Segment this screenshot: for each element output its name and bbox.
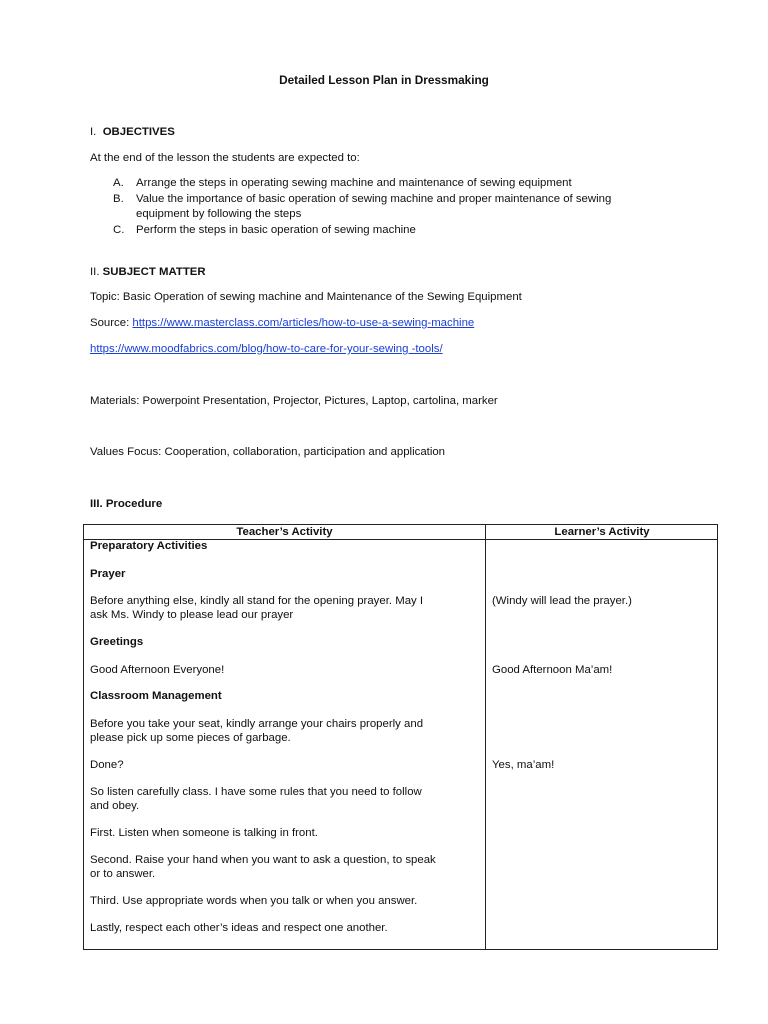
- source-link-masterclass[interactable]: https://www.masterclass.com/articles/how-to-use-a-sewing-machine: [132, 317, 475, 329]
- rule-first: First. Listen when someone is talking in front.: [90, 827, 318, 839]
- rules-intro-line: So listen carefully class. I have some rules that you need to follow: [90, 786, 422, 798]
- objective-letter: B.: [113, 193, 124, 205]
- procedure-table-header: [84, 525, 717, 540]
- objective-letter: A.: [113, 177, 124, 189]
- column-header-learner: Learner’s Activity: [554, 526, 650, 538]
- rules-intro-line: and obey.: [90, 800, 140, 812]
- prayer-heading: Prayer: [90, 568, 126, 580]
- greetings-text: Good Afternoon Everyone!: [90, 664, 225, 676]
- rule-second-line: Second. Raise your hand when you want to ask a question, to speak: [90, 854, 436, 866]
- learner-prayer-response: (Windy will lead the prayer.): [492, 595, 632, 607]
- source-line-2: [90, 343, 443, 357]
- rule-second-line: or to answer.: [90, 868, 156, 880]
- document-title: Detailed Lesson Plan in Dressmaking: [279, 73, 489, 87]
- rule-third: Third. Use appropriate words when you talk or when you answer.: [90, 895, 418, 907]
- objectives-intro: At the end of the lesson the students are expected to:: [90, 152, 360, 164]
- source-label: Source:: [90, 317, 133, 329]
- objective-text: Arrange the steps in operating sewing machine and maintenance of sewing equipment: [136, 177, 572, 189]
- procedure-table: [83, 524, 718, 950]
- subject-matter-heading-text: SUBJECT MATTER: [102, 266, 206, 278]
- subject-matter-heading-number: II.: [90, 266, 100, 278]
- column-divider: [485, 525, 486, 949]
- objective-text-continued: equipment by following the steps: [136, 208, 302, 220]
- column-header-teacher: Teacher’s Activity: [236, 526, 333, 538]
- done-question: Done?: [90, 759, 124, 771]
- prayer-instruction-line: Before anything else, kindly all stand for the opening prayer. May I: [90, 595, 424, 607]
- prayer-instruction-line: ask Ms. Windy to please lead our prayer: [90, 609, 294, 621]
- materials-line: Materials: Powerpoint Presentation, Projector, Pictures, Laptop, cartolina, marker: [90, 395, 498, 407]
- procedure-heading: III. Procedure: [90, 498, 163, 510]
- objective-text: Value the importance of basic operation of sewing machine and proper maintenance of sewing: [136, 193, 612, 205]
- objectives-heading-number: I.: [90, 126, 97, 138]
- preparatory-activities-heading: Preparatory Activities: [90, 540, 208, 552]
- greetings-heading: Greetings: [90, 636, 144, 648]
- objective-letter: C.: [113, 224, 125, 236]
- learner-greetings-response: Good Afternoon Ma’am!: [492, 664, 613, 676]
- classroom-instruction-line: Before you take your seat, kindly arrange your chairs properly and: [90, 718, 424, 730]
- classroom-management-heading: Classroom Management: [90, 690, 222, 702]
- objectives-heading: [90, 126, 175, 140]
- source-link-moodfabrics[interactable]: https://www.moodfabrics.com/blog/how-to-care-for-your-sewing -tools/: [90, 343, 443, 355]
- classroom-instruction-line: please pick up some pieces of garbage.: [90, 732, 291, 744]
- objective-text: Perform the steps in basic operation of sewing machine: [136, 224, 416, 236]
- values-focus-line: Values Focus: Cooperation, collaboration, participation and application: [90, 446, 446, 458]
- learner-done-response: Yes, ma’am!: [492, 759, 555, 771]
- rule-lastly: Lastly, respect each other’s ideas and respect one another.: [90, 922, 388, 934]
- objectives-heading-text: OBJECTIVES: [102, 126, 175, 138]
- subject-matter-heading: [90, 266, 206, 280]
- topic-line: Topic: Basic Operation of sewing machine and Maintenance of the Sewing Equipment: [90, 291, 522, 303]
- source-line: [90, 317, 474, 331]
